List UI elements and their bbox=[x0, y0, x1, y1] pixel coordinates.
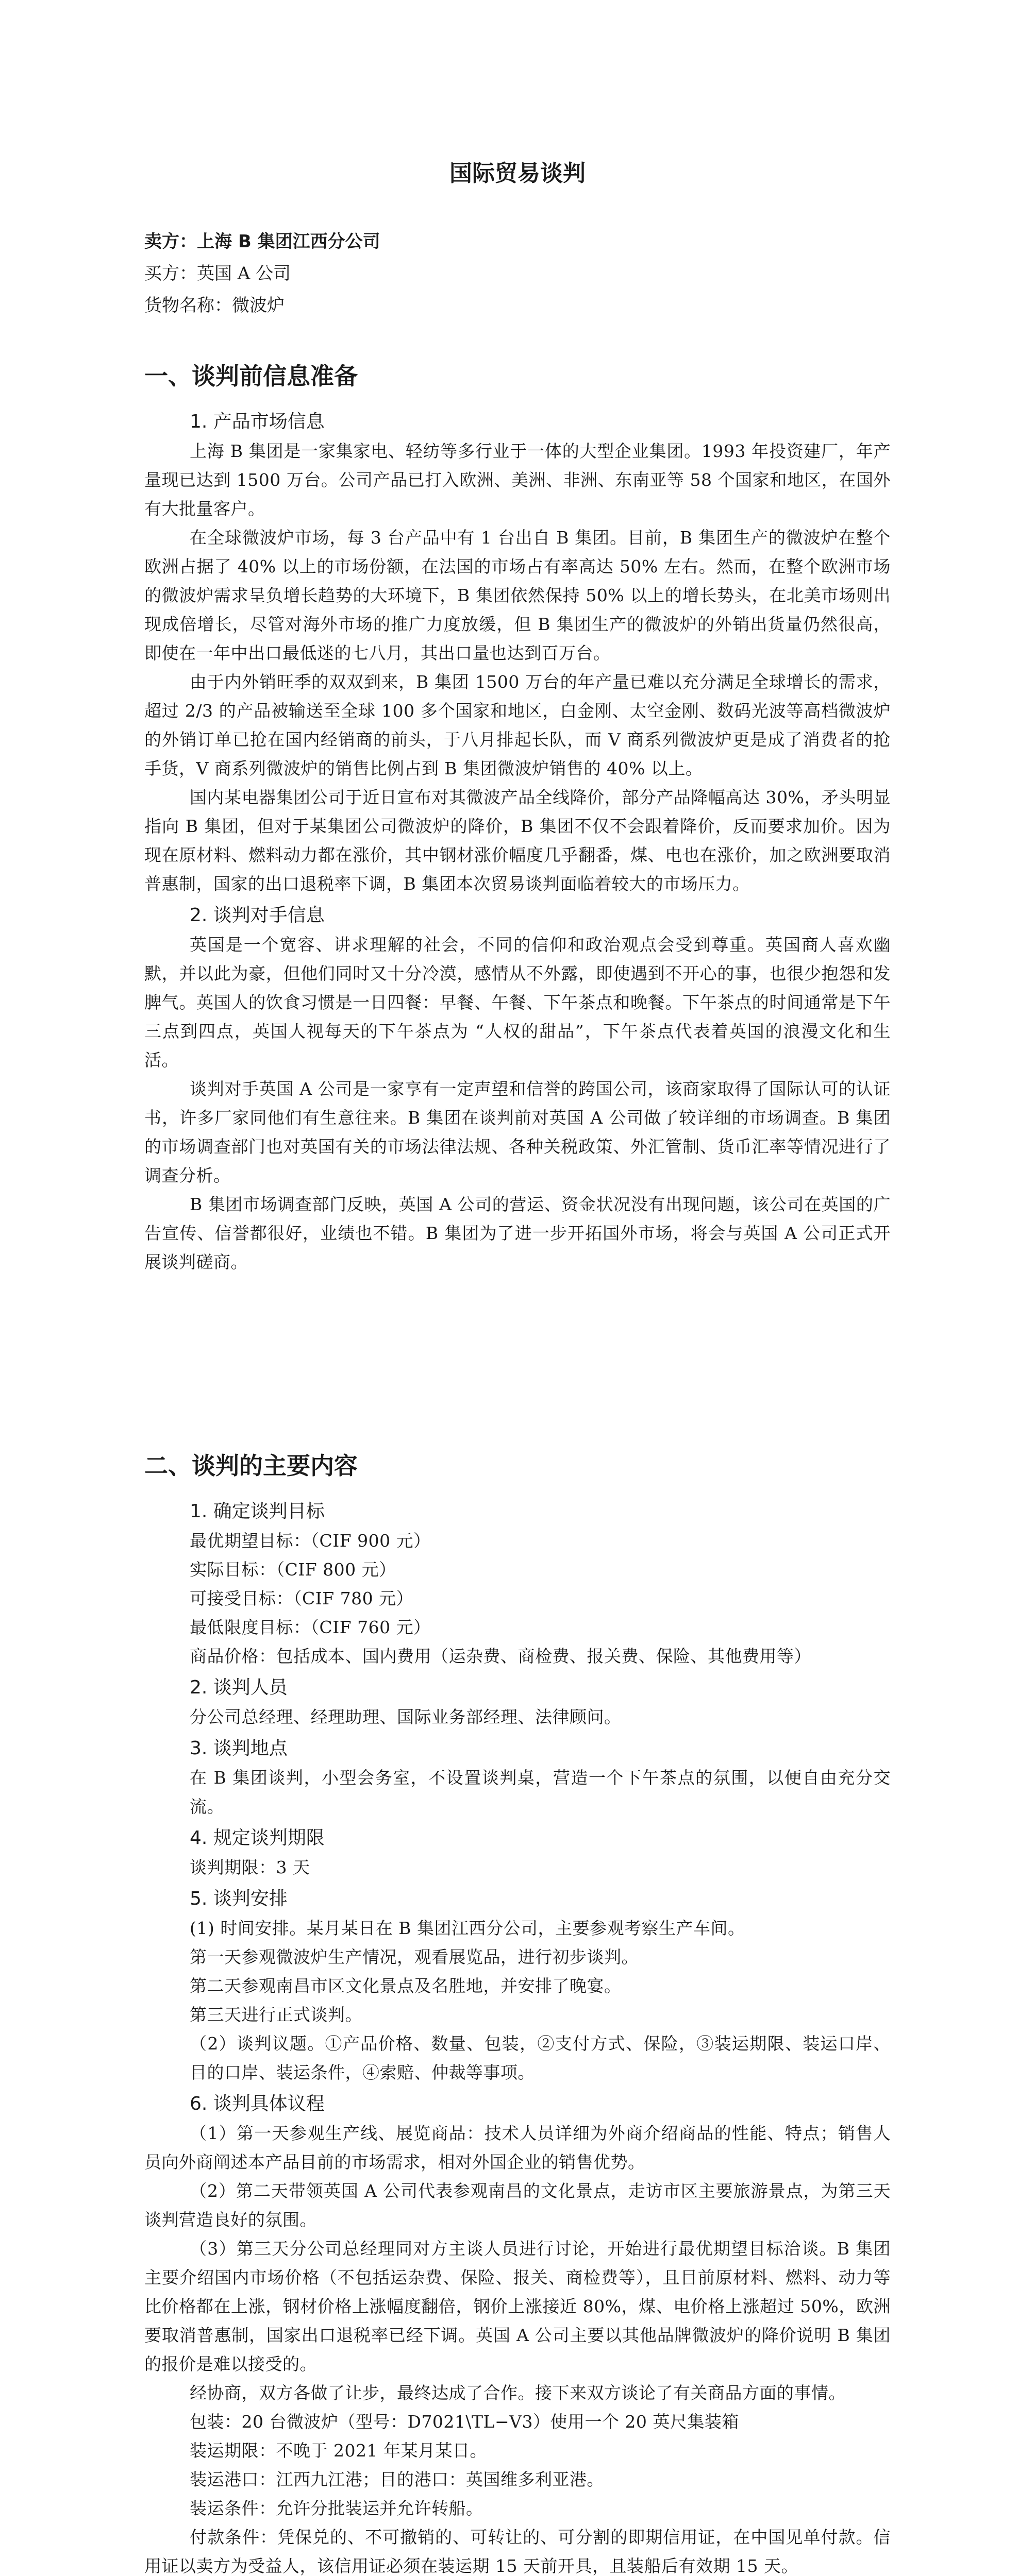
schedule-line: (1) 时间安排。某月某日在 B 集团江西分公司，主要参观考察生产车间。 bbox=[190, 1918, 745, 1938]
section-main-content bbox=[144, 1445, 891, 2576]
goal-price: 商品价格：包括成本、国内费用（运杂费、商检费、报关费、保险、其他费用等） bbox=[190, 1646, 811, 1666]
paragraph: B 集团市场调查部门反映，英国 A 公司的营运、资金状况没有出现问题，该公司在英国的广告宣传、信誉都很好，业绩也不错。B 集团为了进一步开拓国外市场，将会与英国 A 公司正式开展谈判磋商。 bbox=[144, 1194, 891, 1272]
paragraph: 由于内外销旺季的双双到来，B 集团 1500 万台的年产量已难以充分满足全球增长的需求，超过 2/3 的产品被输送至全球 100 多个国家和地区，白金刚、太空金刚、数码光波等高档微波炉的外销订单已抢在国内经销商的前头，于八月排起长队，而 V 商系列微波炉更是成了消费者的抢手货，V 商系列微波炉的销售比例占到 B 集团微波炉销售的 40% 以上。 bbox=[144, 672, 891, 778]
term-line: 包装：20 台微波炉（型号：D7021\TL−V3）使用一个 20 英尺集装箱 bbox=[190, 2412, 739, 2432]
goods-value: 微波炉 bbox=[232, 295, 285, 316]
buyer-row bbox=[144, 258, 891, 290]
section-preparation bbox=[144, 355, 891, 1277]
seller-value: 上海 B 集团江西分公司 bbox=[197, 231, 380, 252]
subsection-title: 2. 谈判人员 bbox=[190, 1677, 288, 1698]
seller-row bbox=[144, 226, 891, 258]
place-line: 在 B 集团谈判，小型会务室，不设置谈判桌，营造一个下午茶点的氛围，以便自由充分交流。 bbox=[190, 1768, 891, 1817]
section-heading: 一、谈判前信息准备 bbox=[144, 362, 358, 390]
subsection-title: 4. 规定谈判期限 bbox=[190, 1827, 325, 1849]
subsection-title: 5. 谈判安排 bbox=[190, 1888, 288, 1909]
page-title: 国际贸易谈判 bbox=[449, 160, 586, 187]
goal-line: 最低限度目标：（CIF 760 元） bbox=[190, 1617, 431, 1637]
paragraph: 上海 B 集团是一家集家电、轻纺等多行业于一体的大型企业集团。1993 年投资建厂，年产量现已达到 1500 万台。公司产品已打入欧洲、美洲、非洲、东南亚等 58 个国家和地区，在国外有大批量客户。 bbox=[144, 441, 891, 519]
term-line: 装运港口：江西九江港；目的港口：英国维多利亚港。 bbox=[190, 2469, 604, 2489]
trade-parties bbox=[144, 226, 891, 321]
seller-label: 卖方： bbox=[144, 231, 197, 252]
subsection-title: 2. 谈判对手信息 bbox=[190, 905, 325, 926]
paragraph: （2）第二天带领英国 A 公司代表参观南昌的文化景点，走访市区主要旅游景点，为第三天谈判营造良好的氛围。 bbox=[144, 2181, 891, 2230]
section-heading: 二、谈判的主要内容 bbox=[144, 1452, 358, 1480]
paragraph: 在全球微波炉市场，每 3 台产品中有 1 台出自 B 集团。目前，B 集团生产的微波炉在整个欧洲占据了 40% 以上的市场份额，在法国的市场占有率高达 50% 左右。然而，在整个欧洲市场的微波炉需求呈负增长趋势的大环境下，B 集团依然保持 50% 以上的增长势头，在北美市场则出现成倍增长，尽管对海外市场的推广力度放缓，但 B 集团生产的微波炉的外销出货量仍然很高，即使在一年中出口最低迷的七八月，其出口量也达到百万台。 bbox=[144, 528, 891, 663]
schedule-line: 第二天参观南昌市区文化景点及名胜地，并安排了晚宴。 bbox=[190, 1976, 622, 1996]
paragraph: 英国是一个宽容、讲求理解的社会，不同的信仰和政治观点会受到尊重。英国商人喜欢幽默，并以此为豪，但他们同时又十分冷漠，感情从不外露，即使遇到不开心的事，也很少抱怨和发脾气。英国人的饮食习惯是一日四餐：早餐、午餐、下午茶点和晚餐。下午茶点的时间通常是下午三点到四点，英国人视每天的下午茶点为 “人权的甜品”，下午茶点代表着英国的浪漫文化和生活。 bbox=[144, 935, 891, 1070]
goods-row bbox=[144, 290, 891, 321]
goal-line: 最优期望目标：（CIF 900 元） bbox=[190, 1531, 431, 1551]
goal-line: 可接受目标：（CIF 780 元） bbox=[190, 1588, 414, 1608]
subsection-title: 1. 产品市场信息 bbox=[190, 411, 325, 432]
goal-line: 实际目标：（CIF 800 元） bbox=[190, 1560, 396, 1580]
paragraph: 谈判对手英国 A 公司是一家享有一定声望和信誉的跨国公司，该商家取得了国际认可的认证书，许多厂家同他们有生意往来。B 集团在谈判前对英国 A 公司做了较详细的市场调查。B 集团的市场调查部门也对英国有关的市场法律法规、各种关税政策、外汇管制、货币汇率等情况进行了调查分析。 bbox=[144, 1079, 891, 1185]
schedule-topics: （2）谈判议题。①产品价格、数量、包装，②支付方式、保险，③装运期限、装运口岸、目的口岸、装运条件，④索赔、仲裁等事项。 bbox=[190, 2033, 891, 2082]
term-line: 装运条件：允许分批装运并允许转船。 bbox=[190, 2498, 483, 2518]
subsection-title: 6. 谈判具体议程 bbox=[190, 2093, 325, 2114]
term-line: 装运期限：不晚于 2021 年某月某日。 bbox=[190, 2441, 487, 2461]
period-line: 谈判期限：3 天 bbox=[190, 1857, 310, 1877]
paragraph: 付款条件：凭保兑的、不可撤销的、可转让的、可分割的即期信用证，在中国见单付款。信用证以卖方为受益人，该信用证必须在装运期 15 天前开具，且装船后有效期 15 天。 bbox=[144, 2527, 891, 2576]
schedule-line: 第一天参观微波炉生产情况，观看展览品，进行初步谈判。 bbox=[190, 1947, 639, 1967]
paragraph: （1）第一天参观生产线、展览商品：技术人员详细为外商介绍商品的性能、特点；销售人员向外商阐述本产品目前的市场需求，相对外国企业的销售优势。 bbox=[144, 2123, 891, 2172]
paragraph: 经协商，双方各做了让步，最终达成了合作。接下来双方谈论了有关商品方面的事情。 bbox=[190, 2383, 846, 2403]
subsection-title: 1. 确定谈判目标 bbox=[190, 1501, 325, 1522]
goods-label: 货物名称： bbox=[144, 295, 232, 316]
schedule-line: 第三天进行正式谈判。 bbox=[190, 2005, 362, 2025]
staff-line: 分公司总经理、经理助理、国际业务部经理、法律顾问。 bbox=[190, 1707, 622, 1727]
subsection-title: 3. 谈判地点 bbox=[190, 1738, 288, 1759]
buyer-value: 英国 A 公司 bbox=[197, 263, 291, 284]
paragraph: （3）第三天分公司总经理同对方主谈人员进行讨论，开始进行最优期望目标洽谈。B 集团主要介绍国内市场价格（不包括运杂费、保险、报关、商检费等），且目前原材料、燃料、动力等比价格都在上涨，钢材价格上涨幅度翻倍，钢价上涨接近 80%，煤、电价格上涨超过 50%，欧洲要取消普惠制，国家出口退税率已经下调。英国 A 公司主要以其他品牌微波炉的降价说明 B 集团的报价是难以接受的。 bbox=[144, 2239, 891, 2374]
paragraph: 国内某电器集团公司于近日宣布对其微波产品全线降价，部分产品降幅高达 30%，矛头明显指向 B 集团，但对于某集团公司微波炉的降价，B 集团不仅不会跟着降价，反而要求加价。因为现在原材料、燃料动力都在涨价，其中钢材涨价幅度几乎翻番，煤、电也在涨价，加之欧洲要取消普惠制，国家的出口退税率下调，B 集团本次贸易谈判面临着较大的市场压力。 bbox=[144, 787, 891, 894]
buyer-label: 买方： bbox=[144, 263, 197, 284]
